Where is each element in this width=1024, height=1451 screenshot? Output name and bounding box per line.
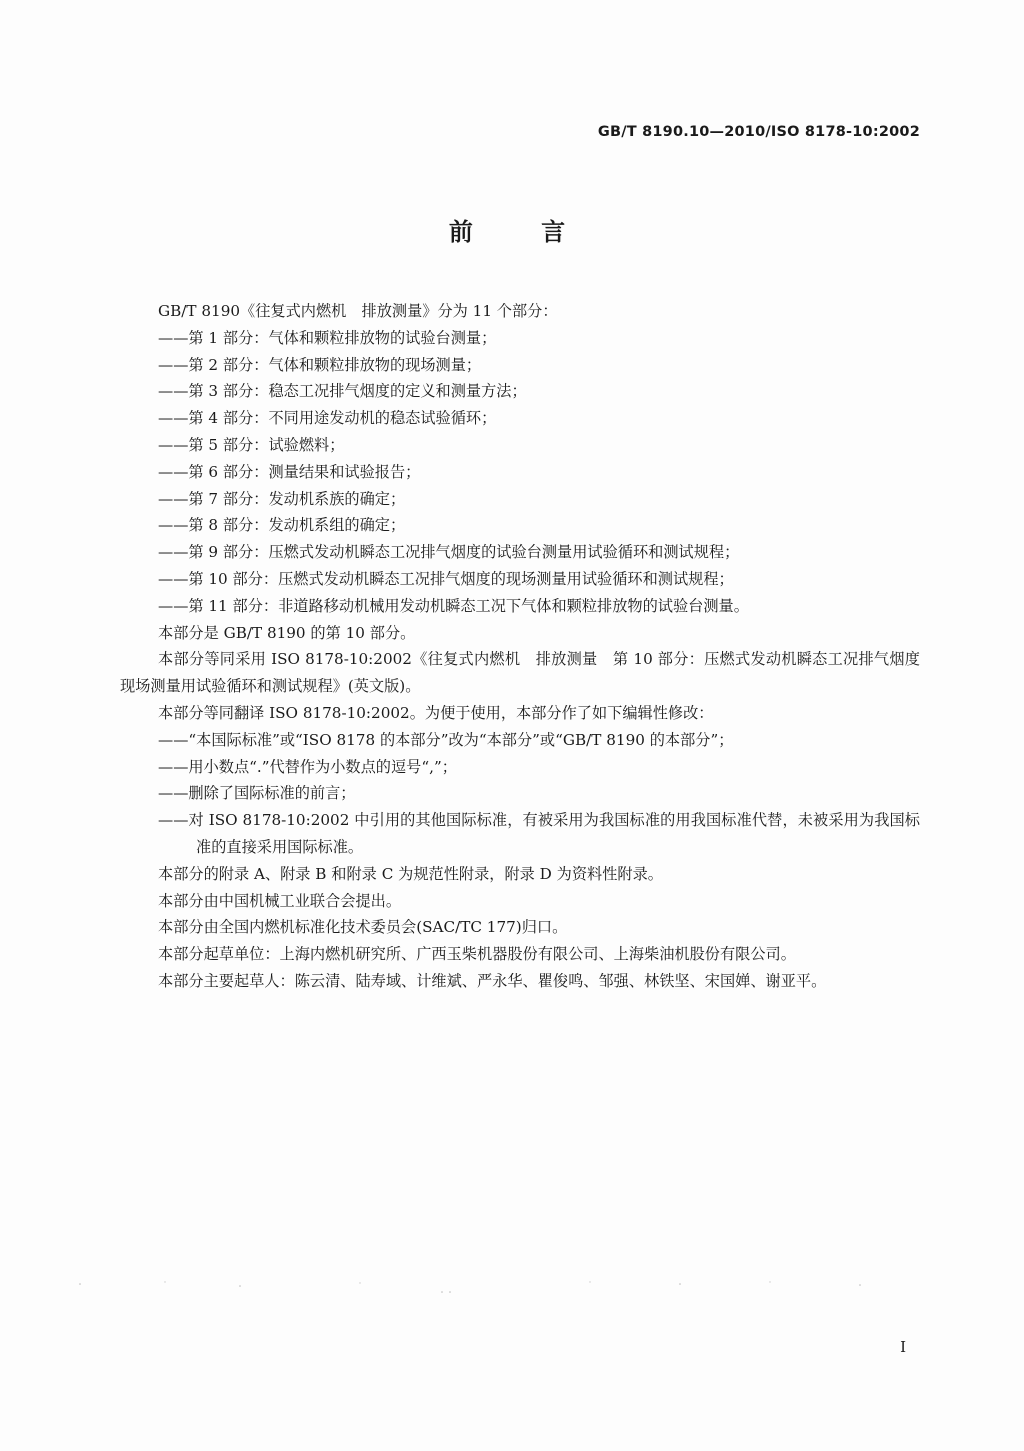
list-item: ——第 10 部分：压燃式发动机瞬态工况排气烟度的现场测量用试验循环和测试规程； xyxy=(158,569,734,588)
centralized-by-paragraph: 本部分由全国内燃机标准化技术委员会(SAC/TC 177)归口。 xyxy=(158,918,568,937)
list-item: ——第 7 部分：发动机系族的确定； xyxy=(158,489,406,508)
list-item: ——第 4 部分：不同用途发动机的稳态试验循环； xyxy=(158,409,497,428)
page-title: 前 言 xyxy=(448,218,596,246)
list-item: ——第 8 部分：发动机系组的确定； xyxy=(158,516,406,535)
adoption-paragraph: 本部分等同采用 ISO 8178-10:2002《往复式内燃机 排放测量 第 10 部分：压燃式发动机瞬态工况排气烟度现场测量用试验循环和测试规程》(英文版)。 xyxy=(120,650,920,696)
list-item: ——第 6 部分：测量结果和试验报告； xyxy=(158,462,421,481)
list-item: ——用小数点“.”代替作为小数点的逗号“,”； xyxy=(158,757,457,776)
list-item: ——对 ISO 8178-10:2002 中引用的其他国际标准，有被采用为我国标准的用我国标准代替，未被采用为我国标准的直接采用国际标准。 xyxy=(158,811,920,856)
list-item: ——第 9 部分：压燃式发动机瞬态工况排气烟度的试验台测量用试验循环和测试规程； xyxy=(158,543,740,562)
list-item: ——第 3 部分：稳态工况排气烟度的定义和测量方法； xyxy=(158,382,527,401)
document-body xyxy=(120,298,920,995)
parts-list xyxy=(120,325,920,620)
scan-noise xyxy=(70,1276,930,1296)
list-item: ——删除了国际标准的前言； xyxy=(158,784,356,803)
list-item: ——第 1 部分：气体和颗粒排放物的试验台测量； xyxy=(158,328,497,347)
list-item: ——第 2 部分：气体和颗粒排放物的现场测量； xyxy=(158,355,482,374)
page-number: I xyxy=(900,1338,906,1356)
translation-paragraph: 本部分等同翻译 ISO 8178-10:2002。为便于使用，本部分作了如下编辑性修改： xyxy=(158,703,714,722)
list-item: ——第 5 部分：试验燃料； xyxy=(158,435,345,454)
list-item: ——第 11 部分：非道路移动机械用发动机瞬态工况下气体和颗粒排放物的试验台测量。 xyxy=(158,596,749,615)
edits-list xyxy=(120,727,920,861)
annex-paragraph: 本部分的附录 A、附录 B 和附录 C 为规范性附录，附录 D 为资料性附录。 xyxy=(158,864,663,883)
drafters-paragraph: 本部分主要起草人：陈云清、陆寿域、计维斌、严永华、瞿俊鸣、邹强、林铁坚、宋国婵、谢亚平。 xyxy=(158,971,827,990)
part-of-paragraph: 本部分是 GB/T 8190 的第 10 部分。 xyxy=(158,623,416,642)
drafting-units-paragraph: 本部分起草单位：上海内燃机研究所、广西玉柴机器股份有限公司、上海柴油机股份有限公司。 xyxy=(158,945,796,964)
standard-code: GB/T 8190.10—2010/ISO 8178-10:2002 xyxy=(597,124,920,140)
intro-paragraph: GB/T 8190《往复式内燃机 排放测量》分为 11 个部分： xyxy=(158,302,558,320)
proposed-by-paragraph: 本部分由中国机械工业联合会提出。 xyxy=(158,891,401,910)
list-item: ——“本国际标准”或“ISO 8178 的本部分”改为“本部分”或“GB/T 8190 的本部分”； xyxy=(158,730,734,749)
